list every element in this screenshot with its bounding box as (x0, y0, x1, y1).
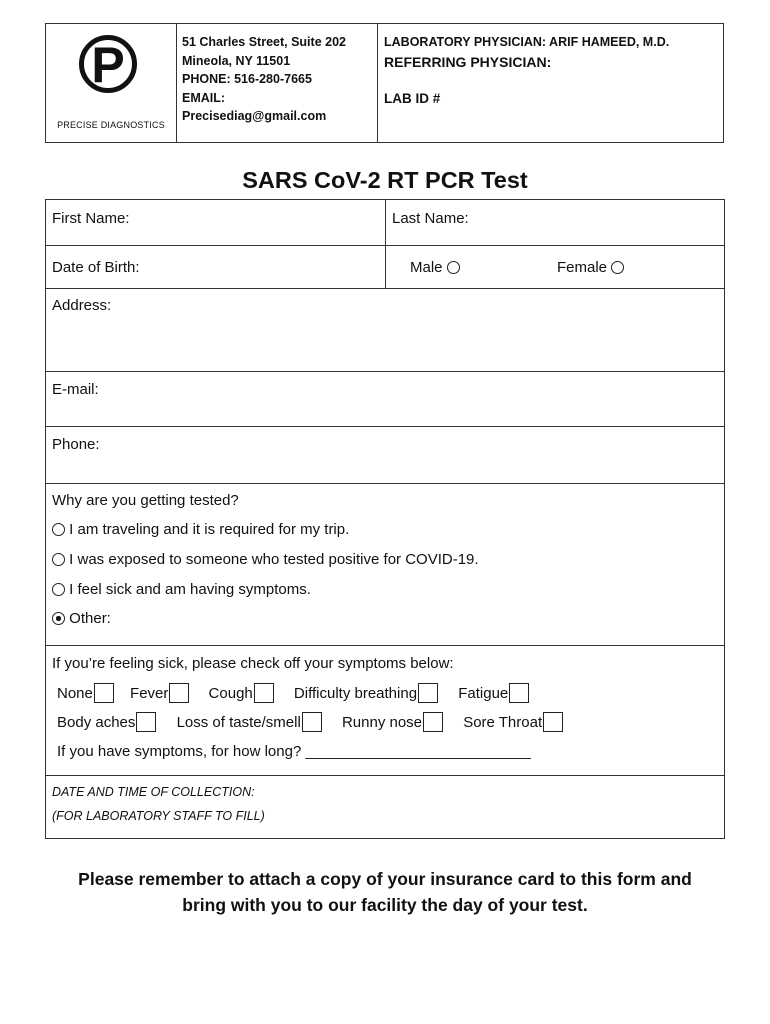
logo-letter: P (91, 37, 125, 93)
symptoms-line-1 (57, 683, 529, 703)
symptom-none[interactable]: None (57, 685, 114, 702)
male-radio[interactable] (447, 261, 460, 274)
symptom-body-aches[interactable]: Body aches (57, 714, 156, 731)
symptoms-prompt: If you’re feeling sick, please check off your symptoms below: (52, 655, 454, 672)
logo-icon (79, 35, 137, 93)
checkbox[interactable] (423, 712, 443, 732)
reason-row (46, 484, 724, 646)
checkbox[interactable] (543, 712, 563, 732)
logo-text: PRECISE DIAGNOSTICS (57, 120, 165, 130)
reason-option[interactable] (52, 581, 311, 598)
address-line: Mineola, NY 11501 (182, 53, 291, 68)
address-email-label: EMAIL: (182, 90, 226, 105)
page-title: SARS CoV-2 RT PCR Test (242, 167, 528, 193)
divider (385, 246, 386, 288)
collection-note: (FOR LABORATORY STAFF TO FILL) (52, 809, 265, 823)
symptom-cough[interactable]: Cough (209, 685, 274, 702)
checkbox[interactable] (509, 683, 529, 703)
address-row (46, 289, 724, 372)
email-row (46, 372, 724, 427)
male-label: Male (410, 259, 443, 276)
symptom-runny-nose[interactable]: Runny nose (342, 714, 443, 731)
symptoms-row (46, 646, 724, 776)
reason-question: Why are you getting tested? (52, 492, 239, 509)
male-option[interactable] (410, 259, 460, 276)
checkbox[interactable] (254, 683, 274, 703)
checkbox[interactable] (94, 683, 114, 703)
checkbox[interactable] (302, 712, 322, 732)
logo-cell (46, 24, 177, 142)
address-phone: PHONE: 516-280-7665 (182, 72, 312, 86)
phone-field[interactable]: Phone: (52, 436, 100, 453)
collection-label: DATE AND TIME OF COLLECTION: (52, 785, 255, 799)
footer-note (0, 866, 770, 918)
checkbox[interactable] (136, 712, 156, 732)
phone-row (46, 427, 724, 484)
symptoms-line-2 (57, 712, 563, 732)
radio-icon[interactable] (52, 553, 65, 566)
last-name-field[interactable]: Last Name: (392, 210, 469, 227)
symptom-fever[interactable]: Fever (130, 685, 189, 702)
female-label: Female (557, 259, 608, 276)
footer-line: Please remember to attach a copy of your insurance card to this form and (78, 869, 692, 889)
symptom-loss-taste-smell[interactable]: Loss of taste/smell (177, 714, 322, 731)
female-radio[interactable] (611, 261, 624, 274)
email-field[interactable]: E-mail: (52, 381, 99, 398)
name-row (46, 200, 724, 246)
reason-option[interactable] (52, 551, 479, 568)
reason-option-label: I was exposed to someone who tested positive for COVID-19. (69, 551, 479, 568)
reason-option-label: I am traveling and it is required for my trip. (69, 521, 350, 538)
referring-physician: REFERRING PHYSICIAN: (384, 53, 552, 70)
reason-option[interactable] (52, 610, 111, 627)
first-name-field[interactable]: First Name: (52, 210, 130, 227)
patient-form (45, 199, 725, 839)
lab-physician: LABORATORY PHYSICIAN: ARIF HAMEED, M.D. (384, 35, 670, 49)
reason-option[interactable] (52, 521, 349, 538)
collection-row (46, 776, 724, 837)
dob-field[interactable]: Date of Birth: (52, 259, 140, 276)
header-table (45, 23, 724, 143)
address-email: Precisediag@gmail.com (182, 109, 327, 123)
symptom-duration-field[interactable]: If you have symptoms, for how long? ___________________________ (57, 743, 531, 760)
address-line: 51 Charles Street, Suite 202 (182, 35, 346, 49)
female-option[interactable] (557, 259, 624, 276)
radio-icon[interactable] (52, 523, 65, 536)
footer-line: bring with you to our facility the day of your test. (182, 895, 588, 915)
reason-option-label: I feel sick and am having symptoms. (69, 581, 311, 598)
reason-option-label: Other: (69, 610, 111, 627)
divider (385, 200, 386, 245)
symptom-sore-throat[interactable]: Sore Throat (463, 714, 563, 731)
symptom-fatigue[interactable]: Fatigue (458, 685, 529, 702)
checkbox[interactable] (418, 683, 438, 703)
symptom-difficulty-breathing[interactable]: Difficulty breathing (294, 685, 438, 702)
physician-cell (378, 24, 723, 142)
checkbox[interactable] (169, 683, 189, 703)
dob-row (46, 246, 724, 289)
radio-icon[interactable] (52, 583, 65, 596)
address-field[interactable]: Address: (52, 297, 112, 314)
address-cell (177, 24, 378, 142)
radio-selected-icon[interactable] (52, 612, 65, 625)
lab-id: LAB ID # (384, 91, 441, 106)
